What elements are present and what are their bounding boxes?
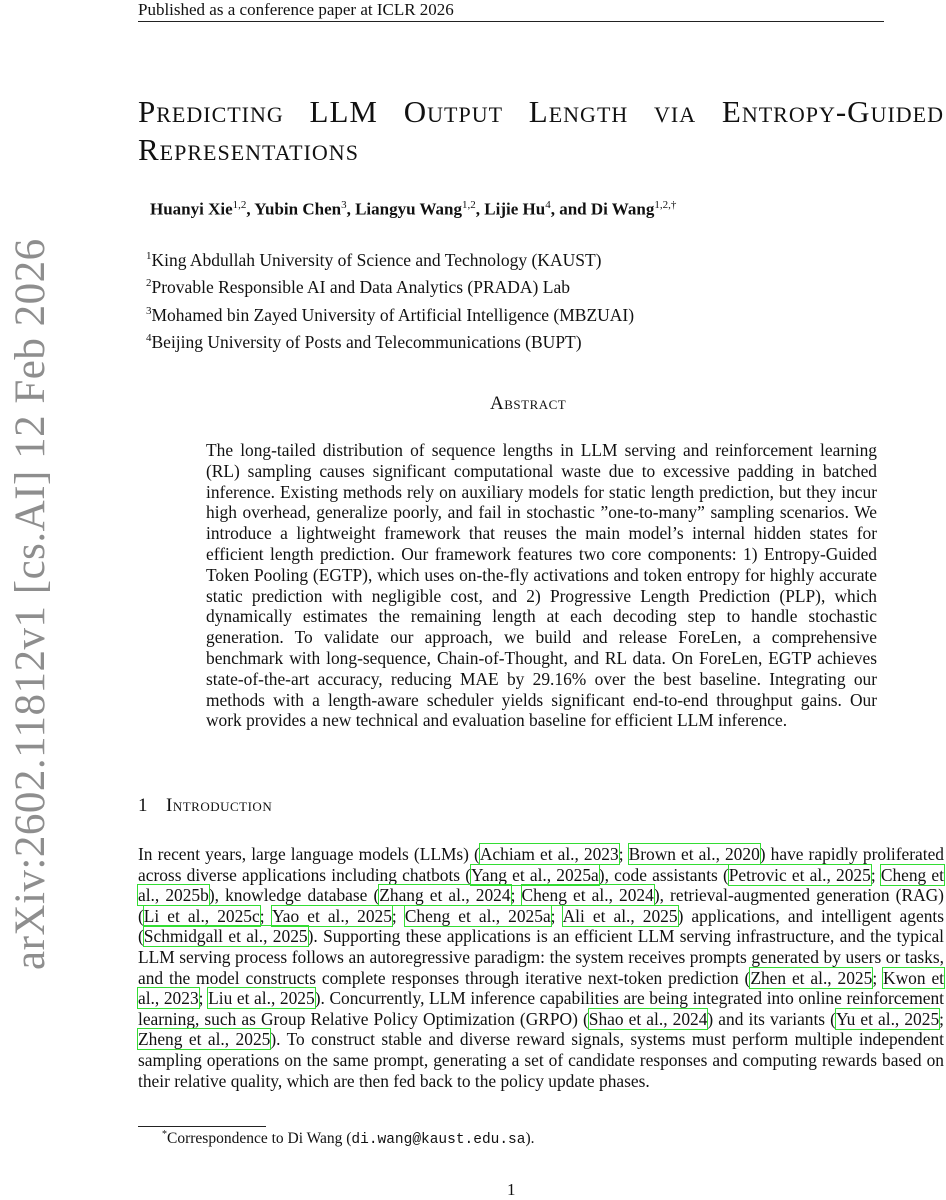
citation-link[interactable]: Cheng et al., 2025a: [404, 905, 551, 926]
author-separator: ,: [246, 199, 255, 219]
section-title: Introduction: [166, 795, 273, 816]
citation-link[interactable]: Zhen et al., 2025: [750, 967, 873, 988]
citation-link[interactable]: Petrovic et al., 2025: [728, 864, 871, 885]
page-number: 1: [507, 1180, 516, 1199]
author-affiliation-mark: 3: [341, 199, 347, 211]
body-text: In recent years, large language models (LLMs) (: [138, 844, 480, 864]
body-text: ;: [870, 864, 881, 885]
citation-link[interactable]: Yao et al., 2025: [271, 905, 392, 926]
author-list: [150, 199, 676, 220]
affiliation: [146, 327, 634, 354]
body-text: ) have rapidly proliferated across diverse applications including chatbots (: [138, 844, 945, 885]
footnote-end: ).: [525, 1130, 535, 1148]
author-affiliation-mark: 4: [545, 199, 551, 211]
footnote-rule: [138, 1126, 266, 1127]
body-text: ;: [618, 844, 629, 864]
arxiv-identifier-stamp: arXiv:2602.11812v1 [cs.AI] 12 Feb 2026: [7, 238, 54, 970]
body-text: ) and its variants (: [707, 1008, 836, 1029]
author-affiliation-mark: 1,2: [462, 199, 476, 211]
affiliation-name: Beijing University of Posts and Telecommunications (BUPT): [151, 331, 582, 352]
affiliation-name: Provable Responsible AI and Data Analytics (PRADA) Lab: [151, 277, 570, 298]
author-name: Yubin Chen: [254, 199, 342, 219]
citation-link[interactable]: Yu et al., 2025: [835, 1008, 940, 1029]
affiliation-number: 4: [146, 331, 152, 344]
citation-link[interactable]: Ali et al., 2025: [562, 905, 678, 926]
footnote-text: Correspondence to Di Wang (: [167, 1130, 352, 1148]
body-text: ;: [259, 905, 272, 926]
citation-link[interactable]: Cheng et al., 2025b: [138, 864, 944, 906]
citation-link[interactable]: Achiam et al., 2023: [479, 844, 619, 864]
affiliation: [146, 245, 634, 272]
abstract-body: The long-tailed distribution of sequence lengths in LLM serving and reinforcement learning (RL) sampling causes significant computational waste due to excessive padding in batched inference. Existing methods rely on auxiliary models for static length prediction, but they incur high overhead, generalize poorly, and fail in stochastic ”one-to-many” sampling scenarios. We introduce a lightweight framework that reuses the main model’s internal hidden states for efficient length prediction. Our framework features two core components: 1) Entropy-Guided Token Pooling (EGTP), which uses on-the-fly activations and token entropy for highly accurate static prediction with negligible cost, and 2) Progressive Length Prediction (PLP), which dynamically estimates the remaining length at each decoding step to handle stochastic generation. To validate our approach, we build and release ForeLen, a comprehensive benchmark with long-sequence, Chain-of-Thought, and RL data. On ForeLen, EGTP achieves state-of-the-art accuracy, reducing MAE by 29.16% over the best baseline. Integrating our methods with a length-aware scheduler yields significant end-to-end throughput gains. Our work provides a new technical and evaluation baseline for efficient LLM inference.: [206, 440, 877, 731]
section-heading-introduction: [138, 795, 272, 817]
paper-title: Predicting LLM Output Length via Entropy-Guided Representations: [138, 94, 944, 167]
citation-link[interactable]: Schmidgall et al., 2025: [143, 926, 308, 947]
citation-link[interactable]: Li et al., 2025c: [143, 905, 260, 926]
body-text: ). Concurrently, LLM inference capabilities are being integrated into online reinforcement learning, such as Group Relative Policy Optimization (GRPO) (: [138, 988, 944, 1029]
author-separator: , and: [550, 199, 591, 219]
body-text: ;: [939, 1008, 944, 1029]
author-affiliation-mark: 1,2,†: [654, 199, 677, 211]
author-separator: ,: [346, 199, 356, 219]
body-text: ). Supporting these applications is an efficient LLM serving infrastructure, and the typical LLM serving process follows an autoregressive paradigm: the system receives prompts generated by users or tasks, and the model constructs complete responses through iterative next-token prediction (: [138, 926, 944, 988]
body-text: ;: [198, 988, 209, 1009]
body-text: ;: [510, 885, 522, 906]
citation-link[interactable]: Zheng et al., 2025: [138, 1029, 271, 1050]
affiliation: [146, 300, 634, 327]
citation-link[interactable]: Liu et al., 2025: [208, 988, 315, 1009]
author-name: Lijie Hu: [484, 199, 546, 219]
header-rule: [138, 21, 884, 22]
footnote-email-link[interactable]: di.wang@kaust.edu.sa: [351, 1132, 526, 1149]
affiliation-name: King Abdullah University of Science and Technology (KAUST): [151, 249, 602, 270]
affiliation-number: 1: [146, 250, 152, 262]
body-text: ), code assistants (: [598, 864, 729, 885]
citation-link[interactable]: Brown et al., 2020: [628, 844, 760, 864]
author-separator: ,: [475, 199, 485, 219]
citation-link[interactable]: Kwon et al., 2023: [138, 967, 944, 1009]
author-affiliation-mark: 1,2: [232, 199, 247, 211]
body-text: ), retrieval-augmented generation (RAG) (: [138, 885, 944, 926]
body-text: ), knowledge database (: [208, 885, 380, 906]
affiliation-number: 2: [146, 277, 152, 290]
body-text: ;: [550, 905, 563, 926]
citation-link[interactable]: Shao et al., 2024: [588, 1008, 708, 1029]
author-name: Di Wang: [590, 199, 655, 219]
abstract-heading: Abstract: [490, 393, 567, 414]
affiliation: [146, 272, 634, 299]
body-text: ;: [391, 905, 405, 926]
citation-link[interactable]: Cheng et al., 2024: [521, 885, 654, 906]
introduction-paragraph: [138, 844, 944, 1091]
footnote: [162, 1129, 535, 1148]
affiliation-list: [146, 245, 634, 354]
author-name: Huanyi Xie: [150, 199, 233, 219]
body-text: ;: [872, 967, 884, 988]
body-text: ) applications, and intelligent agents (: [138, 905, 944, 947]
author-name: Liangyu Wang: [355, 199, 463, 219]
citation-link[interactable]: Yang et al., 2025a: [471, 864, 599, 885]
affiliation-name: Mohamed bin Zayed University of Artificial Intelligence (MBZUAI): [151, 304, 635, 325]
citation-link[interactable]: Zhang et al., 2024: [379, 885, 511, 906]
affiliation-number: 3: [146, 304, 152, 317]
body-text: ). To construct stable and diverse reward signals, systems must perform multiple independent sampling operations on the same prompt, generating a set of candidate responses and computing rewards based on their relative quality, which are then fed back to the policy update phases.: [138, 1029, 944, 1091]
footnote-mark: *: [162, 1129, 167, 1140]
section-number: 1: [138, 795, 148, 816]
running-header: Published as a conference paper at ICLR 2026: [138, 0, 454, 19]
